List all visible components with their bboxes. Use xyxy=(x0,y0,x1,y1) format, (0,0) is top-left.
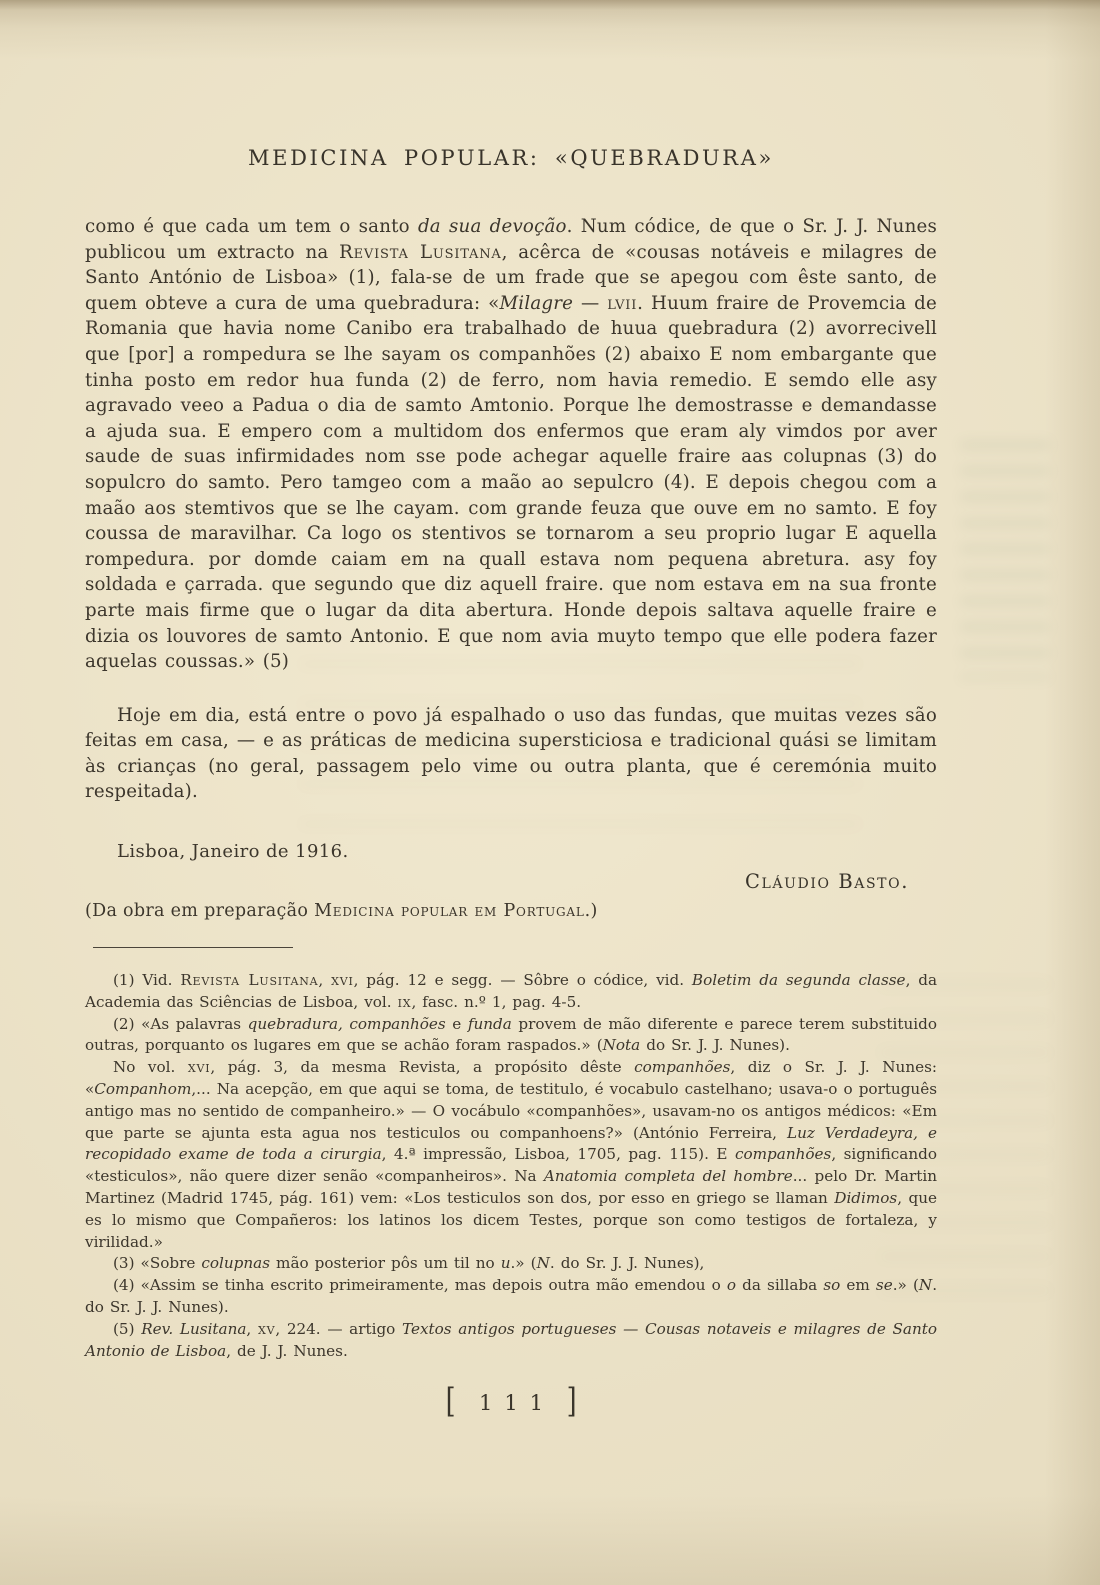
author-signature: Cláudio Basto. xyxy=(744,870,909,894)
page-number xyxy=(85,1381,937,1422)
footnote-3: (3) «Sobre colupnas mão posterior pôs um til no u.» (N. do Sr. J. J. Nunes), xyxy=(113,1254,705,1273)
footnote-2: (2) «As palavras quebradura, companhões e funda provem de mão diferente e parece terem substituido outras, porquanto os lugares em que se achão foram raspados.» (Nota do Sr. J. J. Nunes). xyxy=(85,1014,938,1055)
footnotes-block xyxy=(85,970,937,1362)
footnote-separator-rule xyxy=(93,947,293,948)
work-in-preparation-note: (Da obra em preparação Medicina popular em Portugal.) xyxy=(85,901,598,922)
footnote-1: (1) Vid. Revista Lusitana, xvi, pág. 12 e segg. — Sôbre o códice, vid. Boletim da segunda classe, da Academia das Sciências de Lisboa, vol. ix, fasc. n.º 1, pag. 4-5. xyxy=(85,971,938,1011)
left-bracket: [ xyxy=(445,1381,456,1422)
page-content xyxy=(85,0,937,1420)
page-number-value: 111 xyxy=(478,1391,556,1416)
dateline: Lisboa, Janeiro de 1916. xyxy=(117,841,349,863)
bleed-through-smudge xyxy=(960,440,1050,680)
footnote-2-continuation: No vol. xvi, pág. 3, da mesma Revista, a propósito dêste companhões, diz o Sr. J. J. Nunes: «Companhom,... Na acepção, em que aqui se toma, de testitulo, é vocabulo castelhano; usava-o o português antigo mas no sentido de companheiro.» — O vocábulo «companhões», usavam-no os antigos médicos: «Em que parte se ajunta esta agua nos testiculos ou companhoens?» (António Ferreira, Luz Verdadeyra, e recopidado exame de toda a cirurgia, 4.ª impressão, Lisboa, 1705, pag. 115). E companhões, significando «testiculos», não quere dizer senão «companheiros». Na Anatomia completa del hombre... pelo Dr. Martin Martinez (Madrid 1745, pág. 161) vem: «Los testiculos son dos, por esso en griego se llaman Didimos, que es lo mismo que Compañeros: los latinos los dicem Testes, porque son como testigos de fortaleza, y virilidad.» xyxy=(85,1058,937,1251)
footnote-5: (5) Rev. Lusitana, xv, 224. — artigo Textos antigos portugueses — Cousas notaveis e milagres de Santo Antonio de Lisboa, de J. J. Nunes. xyxy=(85,1319,938,1360)
footnote-4: (4) «Assim se tinha escrito primeiramente, mas depois outra mão emendou o o da sillaba so em se.» (N. do Sr. J. J. Nunes). xyxy=(85,1276,938,1317)
article-title: MEDICINA POPULAR: «QUEBRADURA» xyxy=(248,146,774,170)
body-paragraph-continuation: como é que cada um tem o santo da sua devoção. Num códice, de que o Sr. J. J. Nunes publicou um extracto na Revista Lusitana, acêrca de «cousas notáveis e milagres de Santo António de Lisboa» (1), fala-se de um frade que se apegou com êste santo, de quem obteve a cura de uma quebradura: «Milagre — lvii. Huum fraire de Provemcia de Romania que havia nome Canibo era trabalhado de huua quebradura (2) avorrecivell que [por] a rompedura se lhe sayam os companhões (2) abaixo E nom embargante que tinha posto em redor hua funda (2) de ferro, nom havia remedio. E semdo elle asy agravado veeo a Padua o dia de samto Amtonio. Porque lhe demostrasse e demandasse a ajuda sua. E empero com a multidom dos enfermos que eram aly vimdos por aver saude de suas infirmidades nom sse pode achegar aquelle fraire aas colupnas (3) do sopulcro do samto. Pero tamgeo com a maão ao sepulcro (4). E depois chegou com a maão aos stemtivos que se lhe cayam. com grande feuza que ouve em no samto. E foy coussa de maravilhar. Ca logo os stentivos se tornarom a seu proprio lugar E aquella rompedura. por domde caiam em na quall estava nom pequena abretura. asy foy soldada e çarrada. que segundo que diz aquell fraire. que nom estava em na sua fronte parte mais firme que o lugar da dita abertura. Honde depois saltava aquelle fraire e dizia os louvores de samto Antonio. E que nom avia muyto tempo que elle podera fazer aquelas coussas.» (5) xyxy=(85,216,938,673)
body-paragraph: Hoje em dia, está entre o povo já espalhado o uso das fundas, que muitas vezes são feitas em casa, — e as práticas de medicina supersticiosa e tradicional quási se limitam às crianças (no geral, passagem pelo vime ou outra planta, que é ceremónia muito respeitada). xyxy=(85,704,937,803)
right-bracket: ] xyxy=(566,1381,577,1422)
